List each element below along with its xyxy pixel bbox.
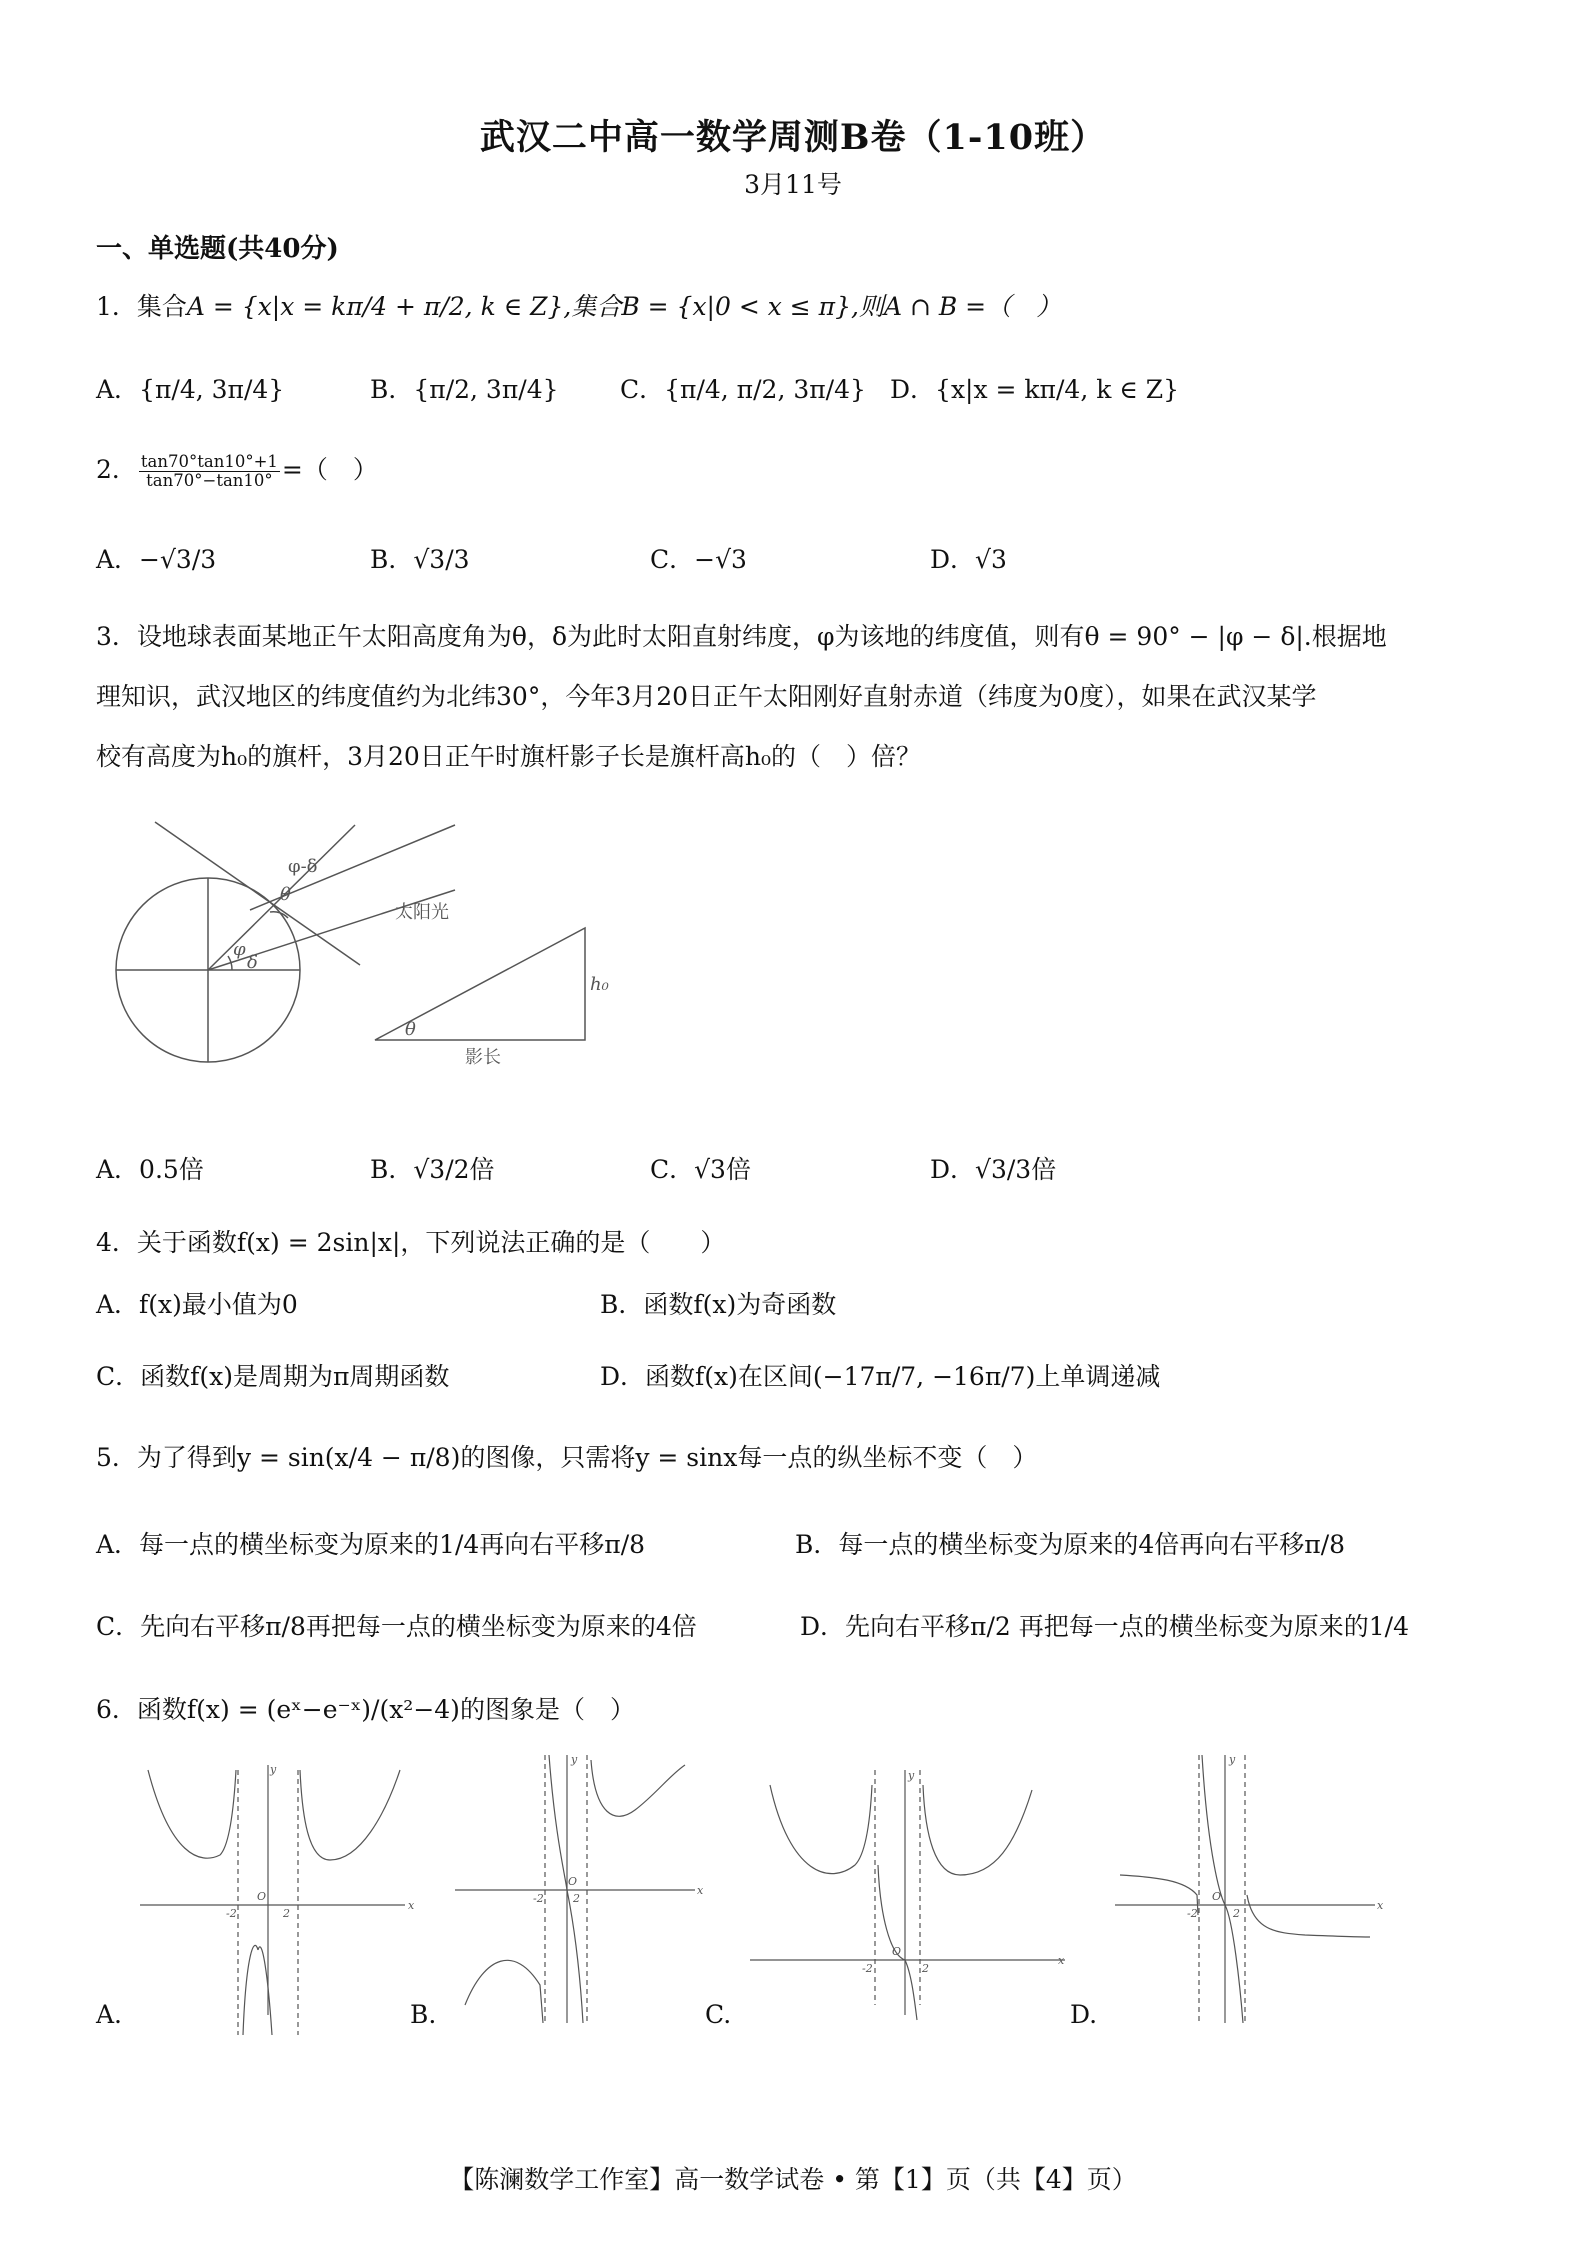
exam-date: 3月11号	[744, 170, 842, 199]
label-phi: φ	[233, 939, 246, 960]
q1-stem: A = {x|x = kπ/4 + π/2, k ∈ Z},集合B = {x|0 < x ≤ π},则A ∩ B =（ ）	[186, 292, 1062, 321]
section-heading: 一、单选题(共40分)	[96, 234, 339, 264]
x-label: x	[697, 1884, 704, 1897]
q3-option-d: D．√3/3倍	[930, 1155, 1057, 1184]
y-label: y	[270, 1763, 277, 1776]
x-label: x	[1377, 1899, 1384, 1912]
question-6: 6．函数f(x) = (eˣ−e⁻ˣ)/(x²−4)的图象是（ ）	[96, 1695, 635, 1724]
q3-line1: 3．设地球表面某地正午太阳高度角为θ，δ为此时太阳直射纬度，φ为该地的纬度值，则有θ = 90° − |φ − δ|.根据地	[96, 622, 1387, 651]
q6-option-c: C.	[705, 2000, 732, 2029]
label-theta: θ	[280, 884, 291, 905]
graph-option-c	[750, 1765, 1070, 2025]
origin-label: O	[892, 1945, 902, 1958]
q1-option-a: A．{π/4, 3π/4}	[96, 375, 285, 404]
q6-option-d: D.	[1070, 2000, 1098, 2029]
question-2	[96, 450, 378, 490]
graph-option-a	[140, 1755, 420, 2035]
q2-denominator: tan70°−tan10°	[146, 471, 273, 490]
q4-option-c: C．函数f(x)是周期为π周期函数	[96, 1362, 450, 1391]
graph-option-b	[455, 1755, 705, 2025]
q2-option-b: B．√3/3	[370, 545, 470, 574]
page-footer: 【陈澜数学工作室】高一数学试卷 • 第【1】页（共【4】页）	[449, 2165, 1137, 2194]
page-title: 武汉二中高一数学周测B卷（1-10班）	[479, 117, 1107, 158]
tick-pos2: 2	[1233, 1907, 1240, 1920]
q5-option-c: C．先向右平移π/8再把每一点的横坐标变为原来的4倍	[96, 1612, 697, 1641]
curve-right	[1247, 1895, 1370, 1937]
q5-option-b: B．每一点的横坐标变为原来的4倍再向右平移π/8	[795, 1530, 1346, 1559]
question-1	[96, 287, 1061, 323]
q5-option-a: A．每一点的横坐标变为原来的1/4再向右平移π/8	[96, 1530, 646, 1559]
origin-label: O	[568, 1875, 578, 1888]
label-h0: h₀	[590, 974, 609, 995]
q2-fraction	[139, 453, 280, 490]
q2-tail: =（ ）	[281, 455, 378, 484]
q1-option-b: B．{π/2, 3π/4}	[370, 375, 559, 404]
q2-number: 2．	[96, 455, 137, 484]
q6-option-a: A.	[96, 2000, 123, 2029]
q4-option-a: A．f(x)最小值为0	[96, 1290, 298, 1319]
curve-mid	[878, 1865, 917, 2020]
q3-line3: 校有高度为h₀的旗杆，3月20日正午时旗杆影子长是旗杆高h₀的（ ）倍？	[96, 742, 921, 771]
q5-option-d: D．先向右平移π/2 再把每一点的横坐标变为原来的1/4	[800, 1612, 1409, 1641]
curve-right	[300, 1770, 400, 1860]
tick-neg2: -2	[533, 1892, 544, 1905]
x-label: x	[408, 1899, 415, 1912]
graph-option-d	[1115, 1755, 1385, 2025]
q3-option-a: A．0.5倍	[96, 1155, 204, 1184]
q3-line2: 理知识，武汉地区的纬度值约为北纬30°，今年3月20日正午太阳刚好直射赤道（纬度为0度），如果在武汉某学	[96, 682, 1317, 711]
origin-label: O	[257, 1890, 267, 1903]
curve-mid	[1202, 1755, 1243, 2023]
tick-pos2: 2	[573, 1892, 580, 1905]
label-sun: 太阳光	[395, 902, 449, 923]
tick-pos2: 2	[922, 1962, 929, 1975]
question-3	[96, 607, 1496, 787]
y-label: y	[1229, 1753, 1236, 1766]
tangent-line	[155, 822, 360, 965]
q2-numerator: tan70°tan10°+1	[140, 451, 278, 471]
q1-prefix: 1．集合	[96, 292, 187, 321]
curve-right	[591, 1760, 685, 1816]
y-label: y	[571, 1753, 578, 1766]
curve-left	[770, 1785, 872, 1874]
x-label: x	[1058, 1954, 1065, 1967]
q3-figure	[100, 810, 609, 1070]
q2-option-c: C．−√3	[650, 545, 747, 574]
q1-option-c: C．{π/4, π/2, 3π/4}	[620, 375, 866, 404]
q3-option-c: C．√3倍	[650, 1155, 751, 1184]
label-shadow: 影长	[465, 1047, 501, 1068]
origin-label: O	[1212, 1890, 1222, 1903]
q4-option-b: B．函数f(x)为奇函数	[600, 1290, 837, 1319]
tick-pos2: 2	[283, 1907, 290, 1920]
q3-option-b: B．√3/2倍	[370, 1155, 495, 1184]
tick-neg2: -2	[862, 1962, 873, 1975]
q6-option-b: B.	[410, 2000, 437, 2029]
label-phi-delta: φ-δ	[288, 856, 318, 877]
question-4: 4．关于函数f(x) = 2sin|x|，下列说法正确的是（ ）	[96, 1228, 726, 1257]
q1-option-d: D．{x|x = kπ/4, k ∈ Z}	[890, 375, 1180, 404]
label-delta: δ	[247, 952, 258, 973]
q2-option-d: D．√3	[930, 545, 1007, 574]
q2-option-a: A．−√3/3	[96, 545, 217, 574]
curve-left	[148, 1770, 236, 1858]
tick-neg2: -2	[226, 1907, 237, 1920]
label-theta-triangle: θ	[405, 1019, 416, 1040]
q4-option-d: D．函数f(x)在区间(−17π/7, −16π/7)上单调递减	[600, 1362, 1161, 1391]
y-label: y	[908, 1769, 915, 1782]
curve-right	[923, 1785, 1032, 1875]
question-5: 5．为了得到y = sin(x/4 − π/8)的图像，只需将y = sinx每一点的纵坐标不变（ ）	[96, 1443, 1038, 1472]
tick-neg2: -2	[1187, 1907, 1198, 1920]
curve-mid	[549, 1755, 583, 2023]
curve-left	[465, 1960, 543, 2023]
